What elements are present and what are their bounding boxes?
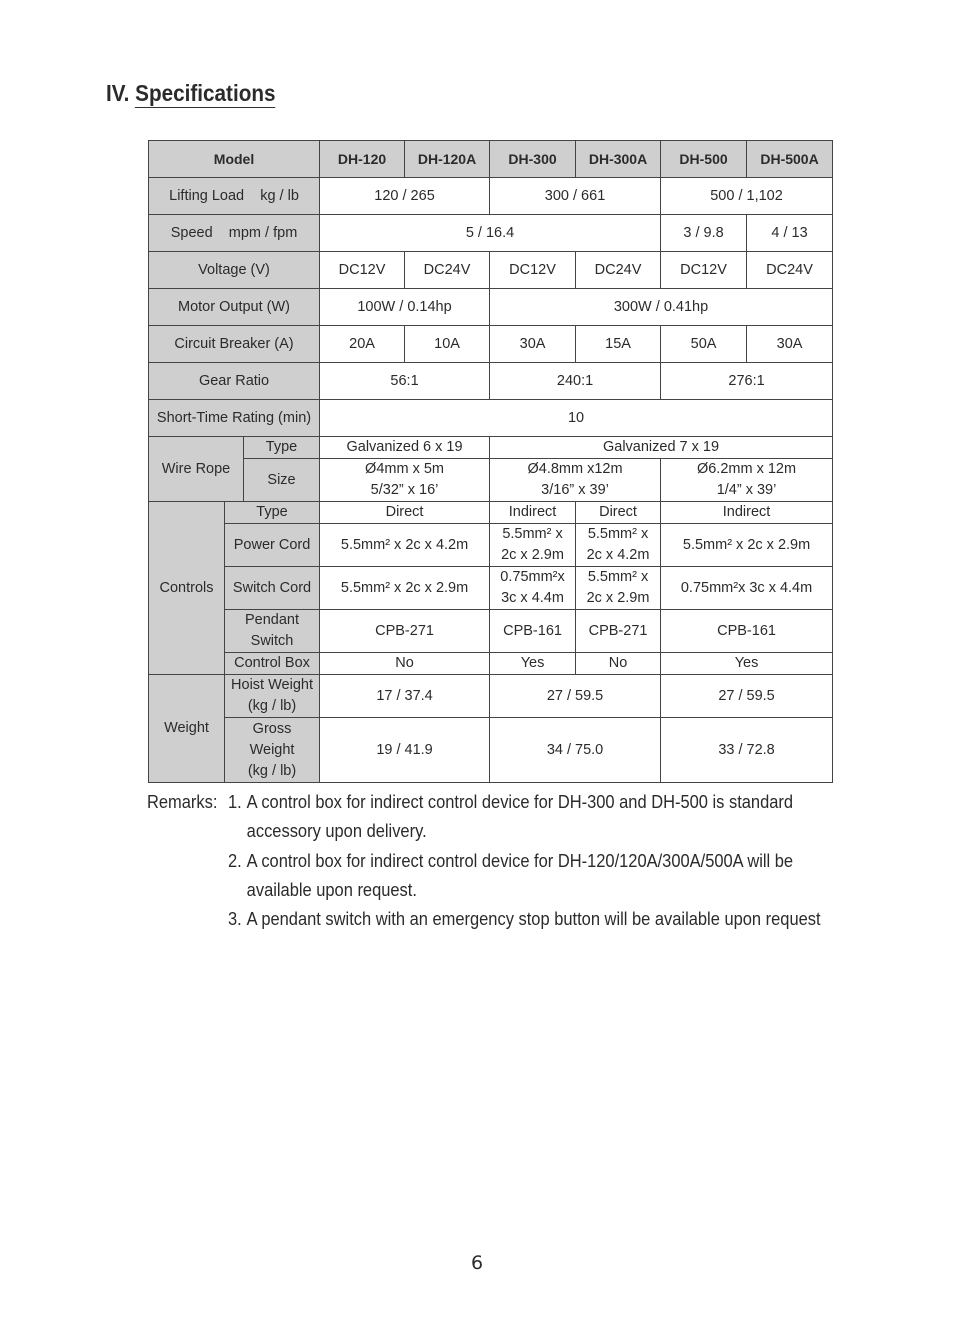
row-model: [149, 141, 833, 178]
switch-cord-line: 0.75mm²x: [500, 569, 565, 585]
gear-ratio-value: 56:1: [320, 363, 490, 400]
hoist-weight-label-line: Hoist Weight: [231, 677, 313, 693]
hoist-weight-value: 27 / 59.5: [661, 675, 833, 718]
pendant-label-line: Switch: [250, 633, 294, 649]
circuit-breaker-value: 10A: [405, 326, 490, 363]
pendant-switch-label: [225, 610, 320, 653]
lifting-load-value: 300 / 661: [490, 178, 661, 215]
wire-rope-size-value: [490, 459, 661, 502]
speed-value: 4 / 13: [747, 215, 833, 252]
size-metric: Ø6.2mm x 12m: [696, 461, 797, 477]
switch-cord-line: 5.5mm² x: [587, 569, 649, 585]
control-box-value: No: [576, 653, 661, 675]
row-gross-weight: [149, 718, 833, 783]
pendant-switch-value: CPB-271: [576, 610, 661, 653]
voltage-label: Voltage (V): [149, 252, 320, 289]
section-number: IV.: [106, 80, 130, 106]
row-short-time-rating: [149, 400, 833, 437]
row-wire-rope-size: [149, 459, 833, 502]
size-metric: Ø4.8mm x12m: [527, 461, 623, 477]
switch-cord-line: 2c x 2.9m: [586, 590, 650, 606]
gross-weight-label-line: Gross: [252, 720, 292, 737]
model-dh-500a: DH-500A: [747, 141, 833, 178]
row-voltage: [149, 252, 833, 289]
wire-rope-type-value: Galvanized 6 x 19: [320, 437, 490, 459]
voltage-value: DC24V: [405, 252, 490, 289]
switch-cord-value: [490, 567, 576, 610]
model-dh-500: DH-500: [661, 141, 747, 178]
row-lifting-load: [149, 178, 833, 215]
gross-weight-label-line: (kg / lb): [247, 762, 297, 779]
row-controls-type: [149, 502, 833, 524]
remark-number: 2.: [227, 849, 242, 871]
pendant-label-line: Pendant: [245, 612, 300, 628]
model-dh-300: DH-300: [490, 141, 576, 178]
gross-weight-label: [225, 718, 320, 783]
wire-rope-size-label: Size: [244, 459, 320, 502]
hoist-weight-label: [225, 675, 320, 718]
gross-weight-value: 34 / 75.0: [490, 718, 661, 783]
specifications-table: [148, 140, 833, 783]
gross-weight-value: 33 / 72.8: [661, 718, 833, 783]
remark-number: 3.: [227, 908, 242, 930]
remark-number: 1.: [227, 791, 242, 812]
wire-rope-type-value: Galvanized 7 x 19: [490, 437, 833, 459]
lifting-load-value: 120 / 265: [320, 178, 490, 215]
remarks-lead: Remarks:: [147, 791, 218, 812]
size-metric: Ø4mm x 5m: [365, 461, 444, 477]
circuit-breaker-value: 30A: [490, 326, 576, 363]
power-cord-line: 2c x 4.2m: [586, 547, 650, 563]
model-label: Model: [149, 141, 320, 178]
circuit-breaker-value: 20A: [320, 326, 405, 363]
power-cord-value: [576, 524, 661, 567]
short-time-label: Short-Time Rating (min): [149, 400, 320, 437]
remark-text: A control box for indirect control device for DH-300 and DH-500 is standard: [246, 791, 794, 812]
power-cord-line: 2c x 2.9m: [501, 547, 564, 563]
row-speed: [149, 215, 833, 252]
row-control-box: [149, 653, 833, 675]
gear-ratio-value: 240:1: [490, 363, 661, 400]
remark-text: A pendant switch with an emergency stop button will be available upon request: [246, 908, 821, 930]
short-time-value: 10: [320, 400, 833, 437]
control-box-value: Yes: [661, 653, 833, 675]
pendant-switch-value: CPB-161: [661, 610, 833, 653]
remark-text: accessory upon delivery.: [246, 820, 427, 842]
power-cord-line: 5.5mm² x: [502, 526, 563, 542]
circuit-breaker-value: 30A: [747, 326, 833, 363]
hoist-weight-label-line: (kg / lb): [247, 698, 297, 714]
gross-weight-label-line: Weight: [249, 741, 295, 758]
model-dh-120: DH-120: [320, 141, 405, 178]
speed-value: 3 / 9.8: [661, 215, 747, 252]
lifting-load-value: 500 / 1,102: [661, 178, 833, 215]
voltage-value: DC12V: [661, 252, 747, 289]
wire-rope-label: Wire Rope: [149, 437, 244, 502]
weight-label: Weight: [149, 675, 225, 783]
controls-type-value: Indirect: [661, 502, 833, 524]
voltage-value: DC24V: [747, 252, 833, 289]
voltage-value: DC12V: [490, 252, 576, 289]
remark-text: A control box for indirect control device for DH-120/120A/300A/500A will be: [246, 849, 794, 871]
power-cord-value: 5.5mm² x 2c x 4.2m: [320, 524, 490, 567]
wire-rope-size-value: [320, 459, 490, 502]
power-cord-label: Power Cord: [225, 524, 320, 567]
controls-type-label: Type: [225, 502, 320, 524]
size-imperial: 1/4” x 39’: [716, 482, 777, 498]
motor-output-value: 300W / 0.41hp: [490, 289, 833, 326]
switch-cord-value: [576, 567, 661, 610]
circuit-breaker-value: 50A: [661, 326, 747, 363]
switch-cord-value: 5.5mm² x 2c x 2.9m: [320, 567, 490, 610]
gear-ratio-value: 276:1: [661, 363, 833, 400]
switch-cord-value: 0.75mm²x 3c x 4.4m: [661, 567, 833, 610]
controls-type-value: Indirect: [490, 502, 576, 524]
row-pendant-switch: [149, 610, 833, 653]
voltage-value: DC24V: [576, 252, 661, 289]
switch-cord-line: 3c x 4.4m: [501, 590, 564, 606]
section-title: Specifications: [135, 80, 276, 106]
size-imperial: 5/32” x 16’: [370, 482, 439, 498]
hoist-weight-value: 17 / 37.4: [320, 675, 490, 718]
circuit-breaker-value: 15A: [576, 326, 661, 363]
wire-rope-type-label: Type: [244, 437, 320, 459]
controls-label: Controls: [149, 502, 225, 675]
row-switch-cord: [149, 567, 833, 610]
row-gear-ratio: [149, 363, 833, 400]
model-dh-300a: DH-300A: [576, 141, 661, 178]
motor-output-label: Motor Output (W): [149, 289, 320, 326]
gross-weight-value: 19 / 41.9: [320, 718, 490, 783]
switch-cord-label: Switch Cord: [225, 567, 320, 610]
control-box-value: No: [320, 653, 490, 675]
pendant-switch-value: CPB-161: [490, 610, 576, 653]
size-imperial: 3/16” x 39’: [541, 482, 609, 498]
hoist-weight-value: 27 / 59.5: [490, 675, 661, 718]
row-motor-output: [149, 289, 833, 326]
controls-type-value: Direct: [576, 502, 661, 524]
control-box-value: Yes: [490, 653, 576, 675]
row-circuit-breaker: [149, 326, 833, 363]
section-heading: [106, 80, 276, 107]
motor-output-value: 100W / 0.14hp: [320, 289, 490, 326]
row-wire-rope-type: [149, 437, 833, 459]
speed-label: Speed mpm / fpm: [149, 215, 320, 252]
page-number: 6: [470, 1252, 484, 1274]
remark-text: available upon request.: [246, 878, 417, 900]
gear-ratio-label: Gear Ratio: [149, 363, 320, 400]
power-cord-line: 5.5mm² x: [587, 526, 649, 542]
voltage-value: DC12V: [320, 252, 405, 289]
power-cord-value: 5.5mm² x 2c x 2.9m: [661, 524, 833, 567]
control-box-label: Control Box: [225, 653, 320, 675]
speed-value: 5 / 16.4: [320, 215, 661, 252]
remarks: [147, 787, 847, 933]
power-cord-value: [490, 524, 576, 567]
row-power-cord: [149, 524, 833, 567]
controls-type-value: Direct: [320, 502, 490, 524]
wire-rope-size-value: [661, 459, 833, 502]
row-hoist-weight: [149, 675, 833, 718]
lifting-load-label: Lifting Load kg / lb: [149, 178, 320, 215]
model-dh-120a: DH-120A: [405, 141, 490, 178]
pendant-switch-value: CPB-271: [320, 610, 490, 653]
circuit-breaker-label: Circuit Breaker (A): [149, 326, 320, 363]
